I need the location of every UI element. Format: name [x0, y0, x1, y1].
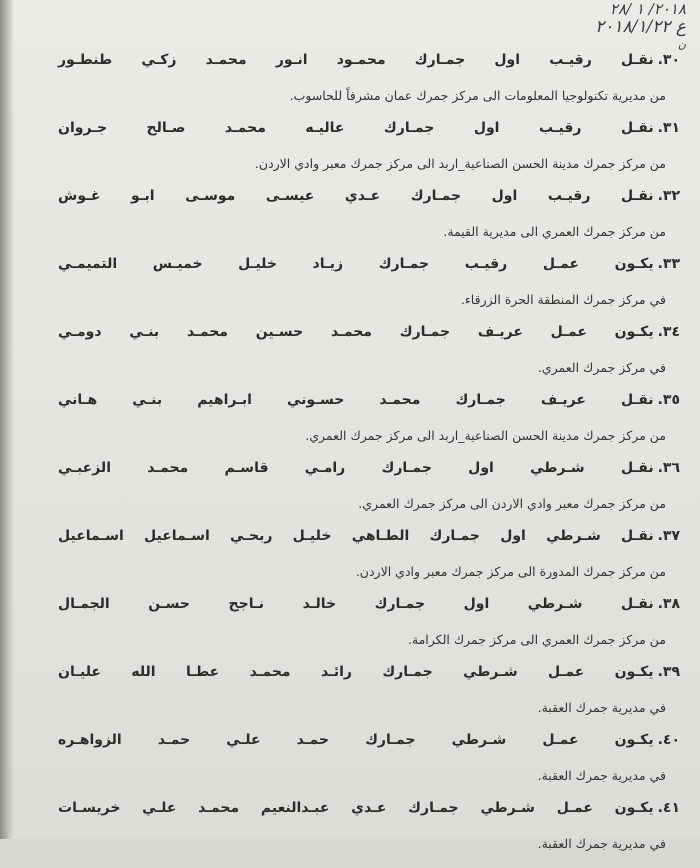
- handwritten-header-note: [595, 0, 686, 54]
- entry-number: ٣٧.: [657, 528, 680, 544]
- entry-number: ٣٨.: [657, 596, 680, 612]
- list-item: [58, 256, 680, 324]
- entry-detail: في مديرية جمرك العقبة.: [537, 836, 666, 851]
- entry-number: ٣٥.: [657, 392, 680, 408]
- list-item: [58, 596, 680, 664]
- entry-number: ٣١.: [657, 120, 680, 136]
- entry-number: ٣٠.: [657, 52, 680, 68]
- entries-list: [58, 52, 680, 868]
- entry-text: نقـل شـرطي اول جمـارك رامـي قاسـم محمـد الزعبـي: [58, 460, 654, 476]
- entry-main-line: [58, 256, 680, 282]
- entry-detail: من مركز جمرك مدينة الحسن الصناعية_اربد الى مركز جمرك معبر وادي الاردن.: [254, 156, 666, 171]
- entry-detail: في مركز جمرك العمري.: [537, 360, 666, 375]
- list-item: [58, 188, 680, 256]
- entry-number: ٣٩.: [657, 664, 680, 680]
- entry-detail: من مركز جمرك العمري الى مركز جمرك الكرامة.: [407, 632, 666, 647]
- entry-number: ٣٢.: [657, 188, 680, 204]
- page-edge-shadow: [0, 0, 14, 839]
- list-item: [58, 52, 680, 120]
- entry-main-line: [58, 732, 680, 758]
- entry-number: ٤٠.: [657, 732, 680, 748]
- entry-main-line: [58, 392, 680, 418]
- entry-detail: في مركز جمرك المنطقة الحرة الزرقاء.: [460, 292, 666, 307]
- list-item: [58, 528, 680, 596]
- list-item: [58, 120, 680, 188]
- entry-detail: في مديرية جمرك العقبة.: [537, 768, 666, 783]
- header-note-line-1: ٢٠١٨/ ١ /٢٨: [609, 0, 686, 18]
- entry-text: يكـون عمـل رقيـب جمـارك زيـاد خليـل خميـس التميمـي: [58, 256, 654, 272]
- list-item: [58, 664, 680, 732]
- entry-number: ٣٣.: [657, 256, 680, 272]
- entry-main-line: [58, 52, 680, 78]
- header-note-line-3: ن: [677, 38, 686, 51]
- entry-text: نقـل رقيـب اول جمـارك عاليـه محمـد صـالح جـروان: [58, 120, 654, 136]
- entry-main-line: [58, 460, 680, 486]
- entry-text: نقـل رقيـب اول جمـارك محمـود انـور محمـد زكـي طنطـور: [58, 52, 654, 68]
- entry-main-line: [58, 800, 680, 826]
- entry-detail: من مديرية تكنولوجيا المعلومات الى مركز جمرك عمان مشرفاً للحاسوب.: [289, 88, 666, 103]
- entry-text: نقـل رقيـب اول جمـارك عـدي عيسـى موسـى ابـو غـوش: [58, 188, 654, 204]
- entry-detail: من مركز جمرك المدورة الى مركز جمرك معبر وادي الاردن.: [355, 564, 666, 579]
- list-item: [58, 324, 680, 392]
- entry-detail: من مركز جمرك العمري الى مديرية القيمة.: [443, 224, 666, 239]
- entry-text: يكـون عمـل شـرطي جمـارك حمـد علـي حمـد الزواهـره: [58, 732, 654, 748]
- header-note-line-2: ع ٢٠١٨/١/٢٢: [595, 17, 686, 37]
- list-item: [58, 392, 680, 460]
- list-item: [58, 800, 680, 868]
- entry-text: يكـون عمـل عريـف جمـارك محمـد حسـين محمـد بنـي دومـي: [58, 324, 654, 340]
- entry-detail: من مركز جمرك مدينة الحسن الصناعية_اربد الى مركز جمرك العمري.: [305, 428, 666, 443]
- entry-text: نقـل عريـف جمـارك محمـد حسـوني ابـراهيم بنـي هـاني: [58, 392, 654, 408]
- entry-number: ٣٦.: [657, 460, 680, 476]
- entry-main-line: [58, 120, 680, 146]
- list-item: [58, 732, 680, 800]
- entry-text: نقـل شـرطي اول جمـارك الطـاهي خليـل ربحـي اسـماعيل اسـماعيل: [58, 528, 654, 544]
- entry-number: ٤١.: [657, 800, 680, 816]
- entry-text: نقـل شـرطي اول جمـارك خالـد نـاجح حسـن الجمـال: [58, 596, 654, 612]
- entry-detail: من مركز جمرك معبر وادي الاردن الى مركز جمرك العمري.: [358, 496, 666, 511]
- entry-number: ٣٤.: [657, 324, 680, 340]
- entry-main-line: [58, 664, 680, 690]
- entry-text: يكـون عمـل شـرطي جمـارك عـدي عبـدالنعيم محمـد علـي خريسـات: [58, 800, 654, 816]
- entry-detail: في مديرية جمرك العقبة.: [537, 700, 666, 715]
- entry-text: يكـون عمـل شـرطي جمـارك رائـد محمـد عطـا الله عليـان: [58, 664, 654, 680]
- list-item: [58, 460, 680, 528]
- entry-main-line: [58, 596, 680, 622]
- entry-main-line: [58, 324, 680, 350]
- entry-main-line: [58, 188, 680, 214]
- entry-main-line: [58, 528, 680, 554]
